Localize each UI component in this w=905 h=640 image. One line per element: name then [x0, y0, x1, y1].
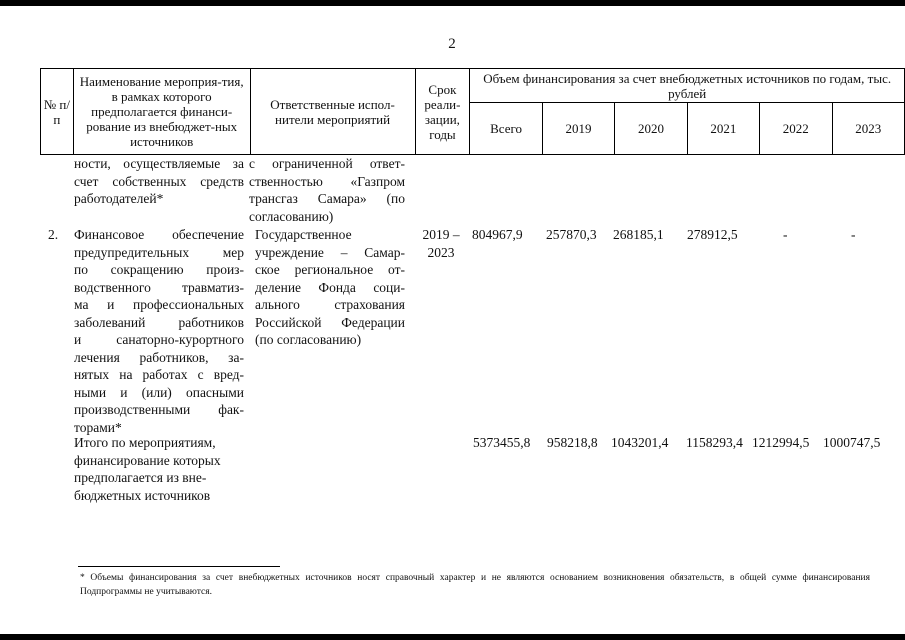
header-year-2020: 2020 [615, 103, 687, 155]
row2-2023: - [851, 227, 856, 242]
header-funding-title: Объем финансирования за счет внебюджетных источников по годам, тыс. рублей [470, 69, 905, 103]
table-header [40, 68, 905, 155]
row2-term: 2019 – 2023 [422, 227, 460, 260]
header-year-2023: 2023 [832, 103, 904, 155]
header-num: № п/п [41, 69, 74, 155]
summary-total: 5373455,8 [473, 435, 531, 450]
header-responsible: Ответственные испол-нители мероприятий [250, 69, 415, 155]
scan-bottom-border [0, 634, 905, 640]
header-name: Наименование мероприя-тия, в рамках которого предполагается финанси-рование из внебюджет-ных источников [73, 69, 250, 155]
summary-2020: 1043201,4 [611, 435, 669, 450]
header-term: Срок реали-зации, годы [415, 69, 470, 155]
continuation-responsible: с ограниченной ответ- ственностью «Газпром трансгаз Самара» (по согласованию) [249, 156, 405, 224]
row2-2020: 268185,1 [613, 227, 664, 242]
summary-2019: 958218,8 [547, 435, 598, 450]
footnote: * Объемы финансирования за счет внебюджетных источников носят справочный характер и не являются основанием возникновения обязательств, в общей сумме финансирования Подпрограммы не учитываются. [80, 573, 870, 597]
row2-responsible: Государственное учреждение – Самар- ское региональное от- деление Фонда соци- ального страхования Российской Федерации (по согласованию) [255, 227, 405, 347]
row2-name: Финансовое обеспечение предупредительных мер по сокращению произ- водственного травматиз- ма и профессиональных заболеваний работников и санаторно-курортного лечения работников, за- нятых на работах с вред- ными и (или) опасными производственными фак- торами* [74, 227, 244, 435]
header-year-2022: 2022 [760, 103, 832, 155]
row2-2021: 278912,5 [687, 227, 738, 242]
summary-2023: 1000747,5 [823, 435, 881, 450]
continuation-name: ности, осуществляемые за счет собственных средств работодателей* [74, 156, 244, 206]
summary-2022: 1212994,5 [752, 435, 810, 450]
row2-num: 2. [48, 227, 59, 242]
row2-total: 804967,9 [472, 227, 523, 242]
header-year-2019: 2019 [542, 103, 614, 155]
summary-2021: 1158293,4 [686, 435, 743, 450]
row2-2019: 257870,3 [546, 227, 597, 242]
row2-2022: - [783, 227, 788, 242]
footnote-separator [78, 566, 280, 567]
header-total: Всего [470, 103, 543, 155]
summary-name: Итого по мероприятиям, финансирование которых предполагается из вне- бюджетных источников [74, 435, 221, 503]
header-year-2021: 2021 [687, 103, 759, 155]
scan-top-border [0, 0, 905, 6]
page-number: 2 [448, 36, 456, 52]
